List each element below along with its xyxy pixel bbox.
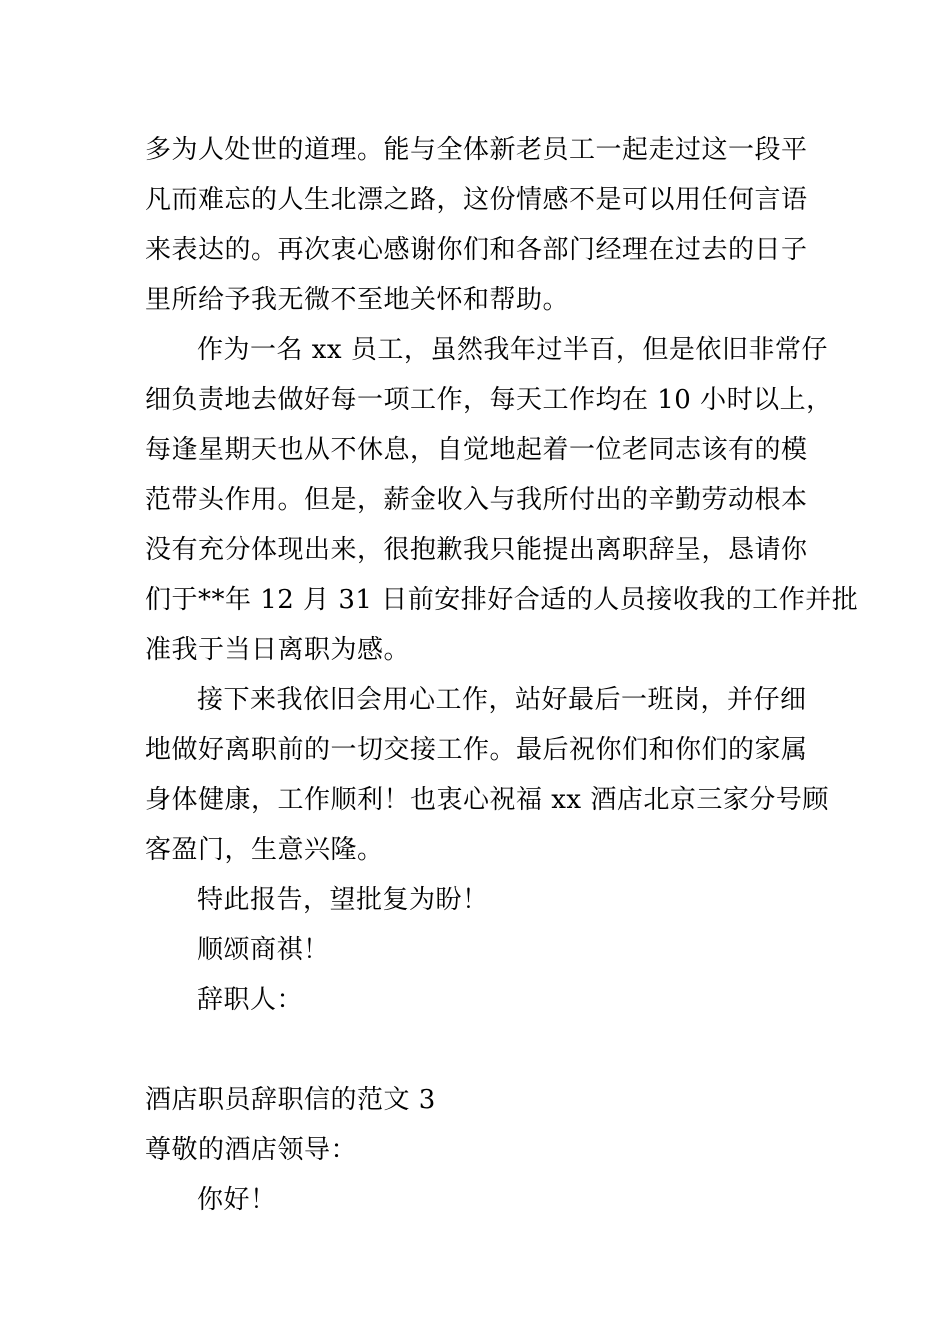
closing-report: 特此报告，望批复为盼！ [197,885,489,915]
paragraph-line: 多为人处世的道理。能与全体新老员工一起走过这一段平 [145,135,808,165]
paragraph-line: 身体健康，工作顺利！也衷心祝福 xx 酒店北京三家分号顾 [145,785,829,815]
greeting: 你好！ [197,1185,277,1215]
closing-wish: 顺颂商祺！ [197,935,330,965]
paragraph-line: 接下来我依旧会用心工作，站好最后一班岗，并仔细 [197,685,807,715]
paragraph-line: 没有充分体现出来，很抱歉我只能提出离职辞呈，恳请你 [145,535,808,565]
paragraph-line: 来表达的。再次衷心感谢你们和各部门经理在过去的日子 [145,235,808,265]
paragraph-line: 地做好离职前的一切交接工作。最后祝你们和你们的家属 [145,735,808,765]
paragraph-line: 准我于当日离职为感。 [145,635,411,665]
paragraph-line: 每逢星期天也从不休息，自觉地起着一位老同志该有的模 [145,435,808,465]
signature-label: 辞职人： [197,985,304,1015]
paragraph-line: 里所给予我无微不至地关怀和帮助。 [145,285,570,315]
paragraph-line: 范带头作用。但是，薪金收入与我所付出的辛勤劳动根本 [145,485,808,515]
paragraph-line: 客盈门，生意兴隆。 [145,835,384,865]
salutation: 尊敬的酒店领导： [145,1135,358,1165]
paragraph-line: 作为一名 xx 员工，虽然我年过半百，但是依旧非常仔 [197,335,828,365]
section-title: 酒店职员辞职信的范文 3 [145,1085,436,1115]
paragraph-line: 们于**年 12 月 31 日前安排好合适的人员接收我的工作并批 [145,585,859,615]
paragraph-line: 细负责地去做好每一项工作，每天工作均在 10 小时以上， [145,385,833,415]
paragraph-line: 凡而难忘的人生北漂之路，这份情感不是可以用任何言语 [145,185,808,215]
